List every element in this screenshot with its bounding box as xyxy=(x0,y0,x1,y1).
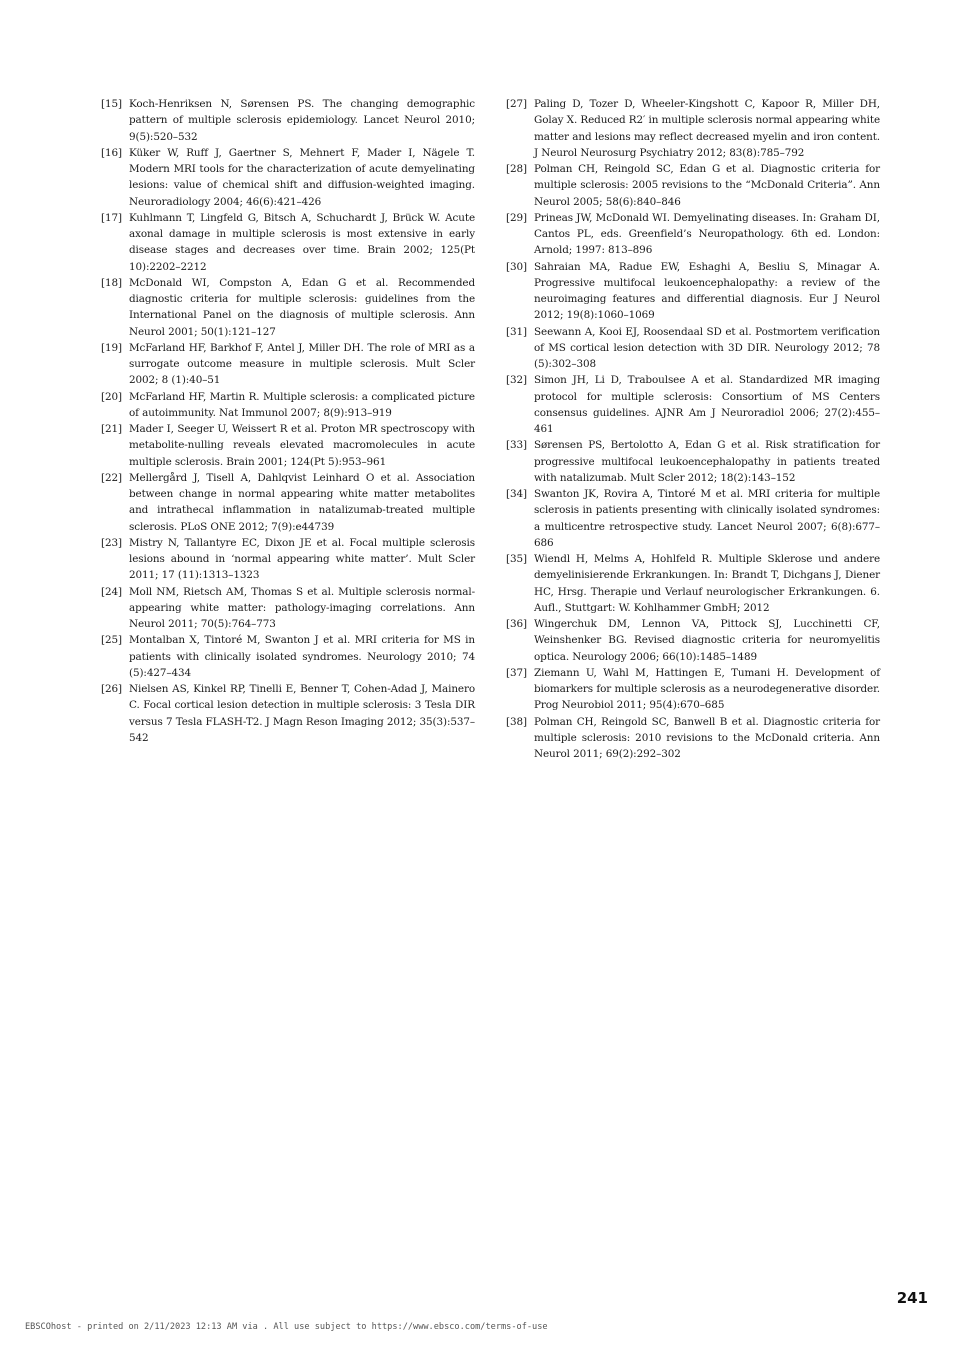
reference-number: [32] xyxy=(506,374,527,387)
reference-entry xyxy=(101,535,475,584)
reference-entry xyxy=(506,714,880,763)
reference-number: [26] xyxy=(101,683,122,695)
reference-number: [18] xyxy=(101,276,122,289)
reference-text: Wingerchuk DM, Lennon VA, Pittock SJ, Lucchinetti CF, Weinshenker BG. Revised diagnostic criteria for neuromyelitis optica. Neurology 2006; 66(10):1485–1489 xyxy=(534,618,880,663)
reference-number: [27] xyxy=(506,98,527,110)
reference-entry xyxy=(101,421,475,470)
reference-entry xyxy=(506,665,880,714)
reference-number: [34] xyxy=(506,488,527,500)
reference-text: Koch-Henriksen N, Sørensen PS. The changing demographic pattern of multiple sclerosis epidemiology. Lancet Neurol 2010; 9(5):520–532 xyxy=(129,98,475,143)
reference-entry xyxy=(101,340,475,389)
reference-number: [38] xyxy=(506,715,527,728)
reference-entry xyxy=(101,210,475,275)
reference-number: [31] xyxy=(506,325,527,338)
page-number: 241 xyxy=(896,1289,928,1307)
ebsco-footer: EBSCOhost - printed on 2/11/2023 12:13 AM via . All use subject to https://www.ebsco.com/terms-of-use xyxy=(25,1322,548,1332)
reference-number: [17] xyxy=(101,211,122,224)
reference-text: Polman CH, Reingold SC, Edan G et al. Diagnostic criteria for multiple sclerosis: 2005 revisions to the “McDonald Criteria”. Ann Neurol 2005; 58(6):840–846 xyxy=(534,163,880,208)
reference-number: [37] xyxy=(506,666,527,679)
reference-number: [25] xyxy=(101,634,122,647)
reference-entry xyxy=(101,681,475,746)
reference-number: [29] xyxy=(506,211,527,224)
reference-entry xyxy=(506,259,880,324)
reference-entry xyxy=(101,96,475,145)
reference-text: Sørensen PS, Bertolotto A, Edan G et al. Risk stratification for progressive multifocal leukoencephalopathy in patients treated with natalizumab. Mult Scler 2012; 18(2):143–152 xyxy=(534,439,880,484)
reference-entry xyxy=(506,96,880,161)
reference-number: [21] xyxy=(101,423,122,435)
reference-text: Sahraian MA, Radue EW, Eshaghi A, Besliu S, Minagar A. Progressive multifocal leukoencephalopathy: a review of the neuroimaging features and differential diagnosis. Eur J Neurol 2012; 19(8):1060–1069 xyxy=(534,260,880,322)
reference-number: [30] xyxy=(506,260,527,273)
reference-text: McDonald WI, Compston A, Edan G et al. Recommended diagnostic criteria for multiple sclerosis: guidelines from the International Panel on the diagnosis of multiple sclerosis. Ann Neurol 2001; 50(1):121–127 xyxy=(129,276,475,338)
reference-number: [22] xyxy=(101,471,122,484)
reference-entry xyxy=(101,389,475,422)
reference-number: [35] xyxy=(506,553,527,565)
reference-number: [20] xyxy=(101,390,122,403)
reference-entry xyxy=(101,145,475,210)
reference-text: Mistry N, Tallantyre EC, Dixon JE et al. Focal multiple sclerosis lesions abound in ‘normal appearing white matter’. Mult Scler 2011; 17 (11):1313–1323 xyxy=(129,536,475,582)
reference-entry xyxy=(506,324,880,373)
reference-text: Simon JH, Li D, Traboulsee A et al. Standardized MR imaging protocol for multiple sclerosis: Consortium of MS Centers consensus guidelines. AJNR Am J Neuroradiol 2006; 27(2):455–461 xyxy=(534,374,880,435)
reference-entry xyxy=(506,161,880,210)
reference-text: Moll NM, Rietsch AM, Thomas S et al. Multiple sclerosis normal-appearing white matter: pathology-imaging correlations. Ann Neurol 2011; 70(5):764–773 xyxy=(129,585,475,630)
references-right-column xyxy=(506,96,880,762)
reference-entry xyxy=(506,486,880,551)
reference-number: [23] xyxy=(101,536,122,549)
reference-text: Polman CH, Reingold SC, Banwell B et al. Diagnostic criteria for multiple sclerosis: 2010 revisions to the McDonald criteria. Ann Neurol 2011; 69(2):292–302 xyxy=(534,715,880,760)
reference-number: [19] xyxy=(101,341,122,354)
reference-entry xyxy=(101,632,475,681)
reference-text: Seewann A, Kooi EJ, Roosendaal SD et al. Postmortem verification of MS cortical lesion detection with 3D DIR. Neurology 2012; 78 (5):302–308 xyxy=(534,325,880,370)
reference-number: [24] xyxy=(101,585,122,598)
reference-entry xyxy=(101,584,475,633)
reference-text: Mader I, Seeger U, Weissert R et al. Proton MR spectroscopy with metabolite-nulling reveals elevated macromolecules in acute multiple sclerosis. Brain 2001; 124(Pt 5):953–961 xyxy=(129,423,475,468)
reference-entry xyxy=(101,470,475,535)
references-left-column xyxy=(101,96,475,746)
reference-text: Swanton JK, Rovira A, Tintoré M et al. MRI criteria for multiple sclerosis in patients presenting with clinically isolated syndromes: a multicentre retrospective study. Lancet Neurol 2007; 6(8):677–686 xyxy=(534,488,880,549)
reference-text: Prineas JW, McDonald WI. Demyelinating diseases. In: Graham DI, Cantos PL, eds. Greenfield’s Neuropathology. 6th ed. London: Arnold; 1997: 813–896 xyxy=(534,211,880,257)
reference-text: Ziemann U, Wahl M, Hattingen E, Tumani H. Development of biomarkers for multiple sclerosis as a neurodegenerative disorder. Prog Neurobiol 2011; 95(4):670–685 xyxy=(534,666,880,712)
reference-number: [16] xyxy=(101,146,122,159)
reference-number: [15] xyxy=(101,98,122,110)
reference-text: Kuhlmann T, Lingfeld G, Bitsch A, Schuchardt J, Brück W. Acute axonal damage in multiple sclerosis is most extensive in early disease stages and decreases over time. Brain 2002; 125(Pt 10):2202–2212 xyxy=(129,211,475,273)
reference-text: Wiendl H, Melms A, Hohlfeld R. Multiple Sklerose und andere demyelinisierende Erkrankungen. In: Brandt T, Dichgans J, Diener HC, Hrsg. Therapie und Verlauf neurologischer Erkrankungen. 6. Aufl., Stuttgart: W. Kohlhammer GmbH; 2012 xyxy=(534,553,880,614)
reference-entry xyxy=(506,616,880,665)
reference-entry xyxy=(506,551,880,616)
reference-number: [36] xyxy=(506,618,527,630)
reference-text: Küker W, Ruff J, Gaertner S, Mehnert F, Mader I, Nägele T. Modern MRI tools for the characterization of acute demyelinating lesions: value of chemical shift and diffusion-weighted imaging. Neuroradiology 2004; 46(6):421–426 xyxy=(129,146,475,208)
reference-entry xyxy=(506,210,880,259)
reference-entry xyxy=(506,437,880,486)
reference-text: Montalban X, Tintoré M, Swanton J et al. MRI criteria for MS in patients with clinically isolated syndromes. Neurology 2010; 74 (5):427–434 xyxy=(129,634,475,679)
reference-text: McFarland HF, Martin R. Multiple sclerosis: a complicated picture of autoimmunity. Nat Immunol 2007; 8(9):913–919 xyxy=(129,390,475,419)
reference-number: [28] xyxy=(506,163,527,175)
reference-text: McFarland HF, Barkhof F, Antel J, Miller DH. The role of MRI as a surrogate outcome measure in multiple sclerosis. Mult Scler 2002; 8 (1):40–51 xyxy=(129,341,475,387)
reference-text: Mellergård J, Tisell A, Dahlqvist Leinhard O et al. Association between change in normal appearing white matter metabolites and intrathecal inflammation in natalizumab-treated multiple sclerosis. PLoS ONE 2012; 7(9):e44739 xyxy=(129,471,475,533)
reference-number: [33] xyxy=(506,439,527,452)
reference-entry xyxy=(101,275,475,340)
reference-text: Paling D, Tozer D, Wheeler-Kingshott C, Kapoor R, Miller DH, Golay X. Reduced R2′ in multiple sclerosis normal appearing white matter and lesions may reflect decreased myelin and iron content. J Neurol Neurosurg Psychiatry 2012; 83(8):785–792 xyxy=(534,98,880,159)
reference-text: Nielsen AS, Kinkel RP, Tinelli E, Benner T, Cohen-Adad J, Mainero C. Focal cortical lesion detection in multiple sclerosis: 3 Tesla DIR versus 7 Tesla FLASH-T2. J Magn Reson Imaging 2012; 35(3):537–542 xyxy=(129,683,475,744)
reference-entry xyxy=(506,372,880,437)
